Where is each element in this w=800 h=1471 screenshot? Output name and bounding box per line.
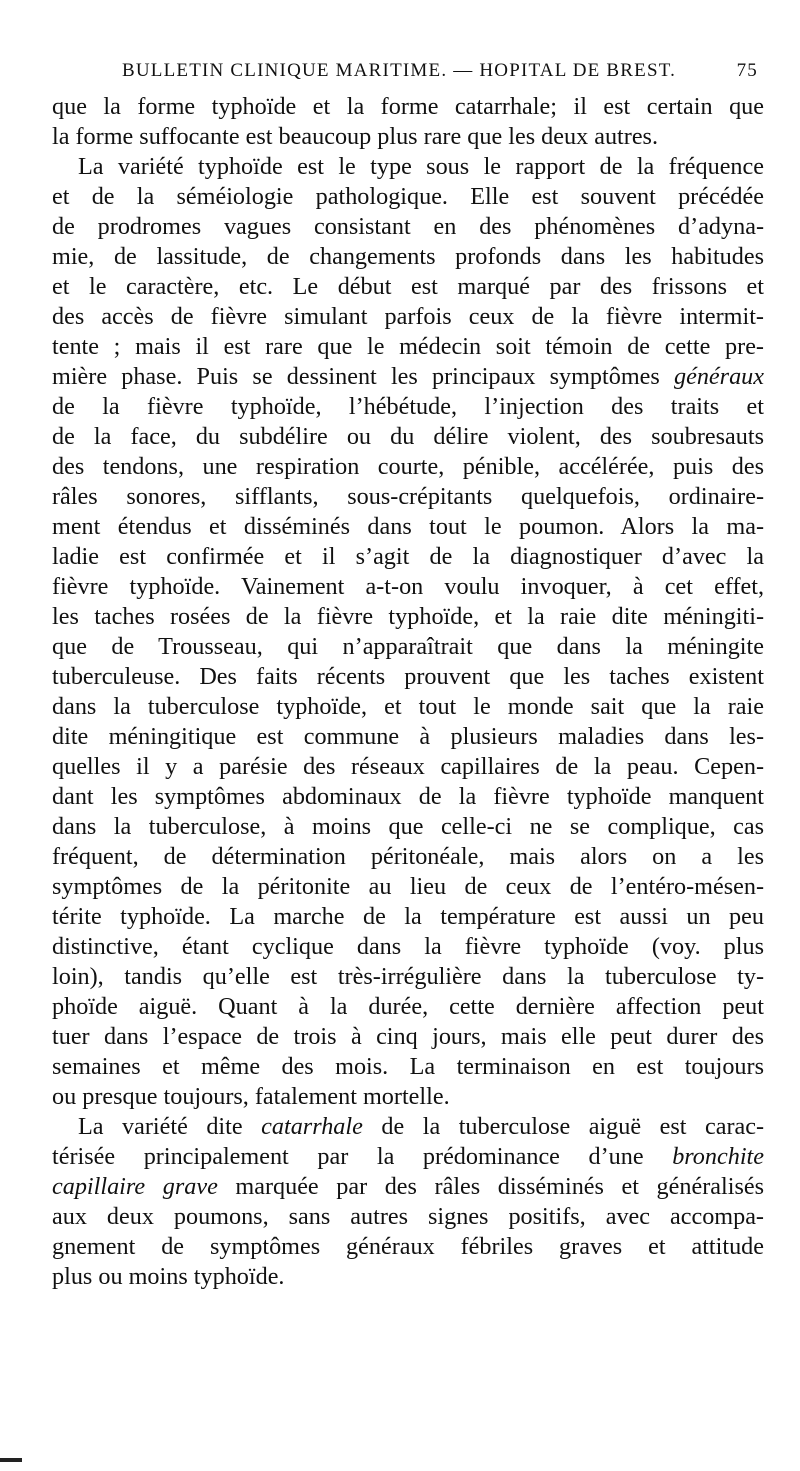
text-line: et de la séméiologie pathologique. Elle est souvent précédée [52, 183, 764, 210]
text-line: des accès de fièvre simulant parfois ceux de la fièvre intermit- [52, 303, 764, 330]
paragraph-3 [52, 1112, 764, 1292]
text-line [52, 362, 764, 392]
text-line: ou presque toujours, fatalement mortelle. [52, 1083, 450, 1110]
text-line: fréquent, de détermination péritonéale, mais alors on a les [52, 843, 764, 870]
text-line: plus ou moins typhoïde. [52, 1263, 285, 1290]
text-segment: mière phase. Puis se dessinent les principaux symptômes [52, 363, 660, 390]
text-line: de la fièvre typhoïde, l’hébétude, l’injection des traits et [52, 393, 764, 420]
text-line: quelles il y a parésie des réseaux capillaires de la peau. Cepen- [52, 753, 764, 780]
text-line: la forme suffocante est beaucoup plus rare que les deux autres. [52, 123, 659, 150]
text-line: dite méningitique est commune à plusieurs maladies dans les- [52, 723, 764, 750]
italic-term: catarrhale [261, 1113, 363, 1140]
text-line: symptômes de la péritonite au lieu de ceux de l’entéro-mésen- [52, 873, 764, 900]
text-line [52, 1112, 764, 1142]
text-line: tente ; mais il est rare que le médecin soit témoin de cette pre- [52, 333, 764, 360]
text-line: de prodromes vagues consistant en des phénomènes d’adyna- [52, 213, 764, 240]
text-line: de la face, du subdélire ou du délire violent, des soubresauts [52, 423, 764, 450]
text-line: mie, de lassitude, de changements profonds dans les habitudes [52, 243, 764, 270]
italic-term: bronchite [672, 1143, 765, 1170]
text-line: térite typhoïde. La marche de la température est aussi un peu [52, 903, 764, 930]
text-line: que de Trousseau, qui n’apparaîtrait que dans la méningite [52, 633, 764, 660]
text-line: dans la tuberculose typhoïde, et tout le monde sait que la raie [52, 693, 764, 720]
paragraph-2 [52, 152, 764, 1112]
page-number: 75 [736, 60, 758, 81]
text-line: semaines et même des mois. La terminaison en est toujours [52, 1053, 764, 1080]
italic-term: capillaire grave [52, 1173, 218, 1200]
text-line: La variété typhoïde est le type sous le rapport de la fréquence [78, 153, 764, 180]
text-line: les taches rosées de la fièvre typhoïde, et la raie dite méningiti- [52, 603, 764, 630]
text-line: dans la tuberculose, à moins que celle-ci ne se complique, cas [52, 813, 764, 840]
text-line: des tendons, une respiration courte, pénible, accélérée, puis des [52, 453, 764, 480]
paragraph-1 [52, 92, 764, 152]
text-line [52, 1172, 764, 1202]
text-line: fièvre typhoïde. Vainement a-t-on voulu invoquer, à cet effet, [52, 573, 764, 600]
text-line: phoïde aiguë. Quant à la durée, cette dernière affection peut [52, 993, 764, 1020]
text-line: aux deux poumons, sans autres signes positifs, avec accompa- [52, 1203, 764, 1230]
text-line: tuberculeuse. Des faits récents prouvent que les taches existent [52, 663, 764, 690]
text-segment: de la tuberculose aiguë est carac- [381, 1113, 765, 1140]
text-line: que la forme typhoïde et la forme catarrhale; il est certain que [52, 93, 764, 120]
text-line: distinctive, étant cyclique dans la fièvre typhoïde (voy. plus [52, 933, 764, 960]
text-line: loin), tandis qu’elle est très-irrégulière dans la tuberculose ty- [52, 963, 764, 990]
text-line: dant les symptômes abdominaux de la fièvre typhoïde manquent [52, 783, 764, 810]
text-segment: marquée par des râles disséminés et généralisés [235, 1173, 765, 1200]
text-line: gnement de symptômes généraux fébriles graves et attitude [52, 1233, 764, 1260]
page-header [52, 58, 762, 88]
text-segment: térisée principalement par la prédominance d’une [52, 1143, 644, 1170]
text-segment: La variété dite [78, 1113, 243, 1140]
running-head: BULLETIN CLINIQUE MARITIME. — HOPITAL DE BREST. [122, 60, 677, 81]
text-line: râles sonores, sifflants, sous-crépitants quelquefois, ordinaire- [52, 483, 764, 510]
text-line: et le caractère, etc. Le début est marqué par des frissons et [52, 273, 764, 300]
text-line [52, 1142, 764, 1172]
text-line: tuer dans l’espace de trois à cinq jours, mais elle peut durer des [52, 1023, 764, 1050]
body-text [52, 92, 764, 1292]
scan-edge-mark [0, 1458, 22, 1462]
text-line: ment étendus et disséminés dans tout le poumon. Alors la ma- [52, 513, 764, 540]
italic-term: généraux [674, 363, 764, 390]
text-line: ladie est confirmée et il s’agit de la diagnostiquer d’avec la [52, 543, 764, 570]
